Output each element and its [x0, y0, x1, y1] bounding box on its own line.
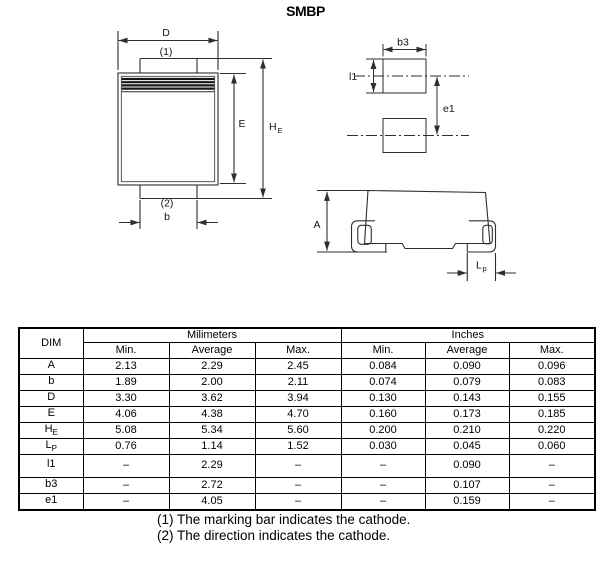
dim-label-a: A — [313, 219, 321, 231]
dim-label-b3: b3 — [397, 36, 409, 49]
cell-mm-max: 3.94 — [255, 391, 341, 407]
cell-mm-min: – — [83, 494, 169, 511]
land-pattern-drawing — [347, 37, 469, 153]
cell-mm-avg: 3.62 — [169, 391, 255, 407]
dim-label-e1: e1 — [443, 103, 455, 115]
cell-in-avg: 0.079 — [425, 375, 509, 391]
dim-label-e: E — [238, 118, 246, 130]
cell-in-avg: 0.159 — [425, 494, 509, 511]
note-1-label: (1) — [159, 46, 173, 58]
dim-label: e1 — [45, 493, 58, 506]
cell-mm-min: – — [83, 455, 169, 478]
footnotes — [157, 512, 410, 544]
dim-label: E — [47, 406, 55, 419]
cell-in-min: 0.084 — [341, 359, 425, 375]
in-min-header: Min. — [341, 343, 425, 359]
cell-in-max: 0.185 — [509, 407, 595, 423]
cell-in-max: 0.155 — [509, 391, 595, 407]
dim-label: l1 — [46, 458, 56, 471]
table-row — [19, 494, 595, 511]
cell-mm-min: 4.06 — [83, 407, 169, 423]
cell-in-avg: 0.107 — [425, 478, 509, 494]
cell-in-min: 0.200 — [341, 423, 425, 439]
cell-in-avg: 0.045 — [425, 439, 509, 455]
bottom-tab — [140, 185, 272, 199]
dim-header-cell: DIM — [19, 328, 83, 359]
cell-mm-max: 4.70 — [255, 407, 341, 423]
mm-avg-header: Average — [169, 343, 255, 359]
millimeters-header-cell: Milimeters — [83, 328, 341, 343]
cell-in-max: – — [509, 494, 595, 511]
cell-mm-avg: 2.00 — [169, 375, 255, 391]
side-view-drawing — [313, 191, 516, 282]
footnote-1: (1) The marking bar indicates the cathode. — [157, 512, 411, 527]
dim-label: L — [45, 438, 52, 451]
cell-in-min: 0.030 — [341, 439, 425, 455]
cell-in-avg: 0.090 — [425, 359, 509, 375]
cell-mm-min: 2.13 — [83, 359, 169, 375]
cell-in-max: 0.060 — [509, 439, 595, 455]
cell-mm-max: 2.45 — [255, 359, 341, 375]
cell-mm-max: 1.52 — [255, 439, 341, 455]
table-header-row-minmax — [19, 343, 595, 359]
dim-label-d: D — [162, 27, 170, 39]
dim-cell — [19, 423, 83, 439]
package-body — [118, 73, 218, 185]
table-row — [19, 359, 595, 375]
cell-mm-max: 5.60 — [255, 423, 341, 439]
cell-mm-avg: 2.29 — [169, 455, 255, 478]
cathode-marking-bar — [122, 79, 214, 89]
cell-in-avg: 0.143 — [425, 391, 509, 407]
mm-min-header: Min. — [83, 343, 169, 359]
table-row — [19, 391, 595, 407]
cell-in-min: – — [341, 494, 425, 511]
dim-cell — [19, 455, 83, 478]
dim-cell — [19, 439, 83, 455]
page-title: SMBP — [286, 3, 325, 19]
dim-cell — [19, 375, 83, 391]
dim-label: b — [48, 374, 55, 387]
note-2-label: (2) — [160, 197, 174, 210]
table-header-row-units — [19, 328, 595, 343]
cell-in-min: 0.074 — [341, 375, 425, 391]
table-row — [19, 375, 595, 391]
cell-mm-avg: 4.38 — [169, 407, 255, 423]
cell-mm-max: – — [255, 478, 341, 494]
cell-mm-avg: 5.34 — [169, 423, 255, 439]
cell-mm-avg: 2.29 — [169, 359, 255, 375]
dim-label: D — [47, 390, 56, 403]
dim-label-l1: l1 — [349, 71, 358, 83]
dim-label-he: H — [269, 121, 277, 133]
cell-mm-avg: 4.05 — [169, 494, 255, 511]
dim-label: A — [47, 358, 55, 371]
cell-in-max: 0.220 — [509, 423, 595, 439]
dim-label: H — [44, 422, 53, 435]
cell-in-min: 0.130 — [341, 391, 425, 407]
cell-in-avg: 0.173 — [425, 407, 509, 423]
dim-label-b: b — [164, 211, 170, 223]
table-row — [19, 423, 595, 439]
dim-cell — [19, 359, 83, 375]
cell-mm-min: 3.30 — [83, 391, 169, 407]
in-avg-header: Average — [425, 343, 509, 359]
in-max-header: Max. — [509, 343, 595, 359]
cell-mm-min: 5.08 — [83, 423, 169, 439]
inches-header-cell: Inches — [341, 328, 595, 343]
cell-mm-avg: 1.14 — [169, 439, 255, 455]
cell-mm-max: – — [255, 455, 341, 478]
table-row — [19, 439, 595, 455]
cell-in-max: – — [509, 478, 595, 494]
dim-cell — [19, 391, 83, 407]
table-row — [19, 455, 595, 478]
top-view-drawing — [118, 27, 283, 229]
dim-label-lp: L — [476, 259, 482, 272]
table-row — [19, 478, 595, 494]
cell-mm-min: – — [83, 478, 169, 494]
dim-label-lp-subscript: p — [482, 264, 487, 273]
cell-in-min: 0.160 — [341, 407, 425, 423]
cell-mm-max: 2.11 — [255, 375, 341, 391]
dim-cell — [19, 478, 83, 494]
cell-in-min: – — [341, 478, 425, 494]
cell-in-avg: 0.090 — [425, 455, 509, 478]
cell-in-max: – — [509, 455, 595, 478]
top-tab — [140, 59, 272, 74]
cell-mm-min: 0.76 — [83, 439, 169, 455]
dim-label-he-subscript: E — [277, 126, 283, 135]
dim-subscript: P — [51, 443, 57, 453]
cell-mm-avg: 2.72 — [169, 478, 255, 494]
dimension-table — [18, 327, 596, 511]
dim-cell — [19, 407, 83, 423]
cell-in-max: 0.096 — [509, 359, 595, 375]
dim-subscript: E — [52, 427, 58, 437]
footnote-2: (2) The direction indicates the cathode. — [157, 527, 391, 543]
mm-max-header: Max. — [255, 343, 341, 359]
cell-in-avg: 0.210 — [425, 423, 509, 439]
dim-label: b3 — [45, 477, 58, 490]
table-row — [19, 407, 595, 423]
right-lead-inner — [483, 225, 493, 244]
side-body-outline — [365, 191, 491, 249]
dim-cell — [19, 494, 83, 511]
cell-in-min: – — [341, 455, 425, 478]
cell-in-max: 0.083 — [509, 375, 595, 391]
cell-mm-min: 1.89 — [83, 375, 169, 391]
cell-mm-max: – — [255, 494, 341, 511]
